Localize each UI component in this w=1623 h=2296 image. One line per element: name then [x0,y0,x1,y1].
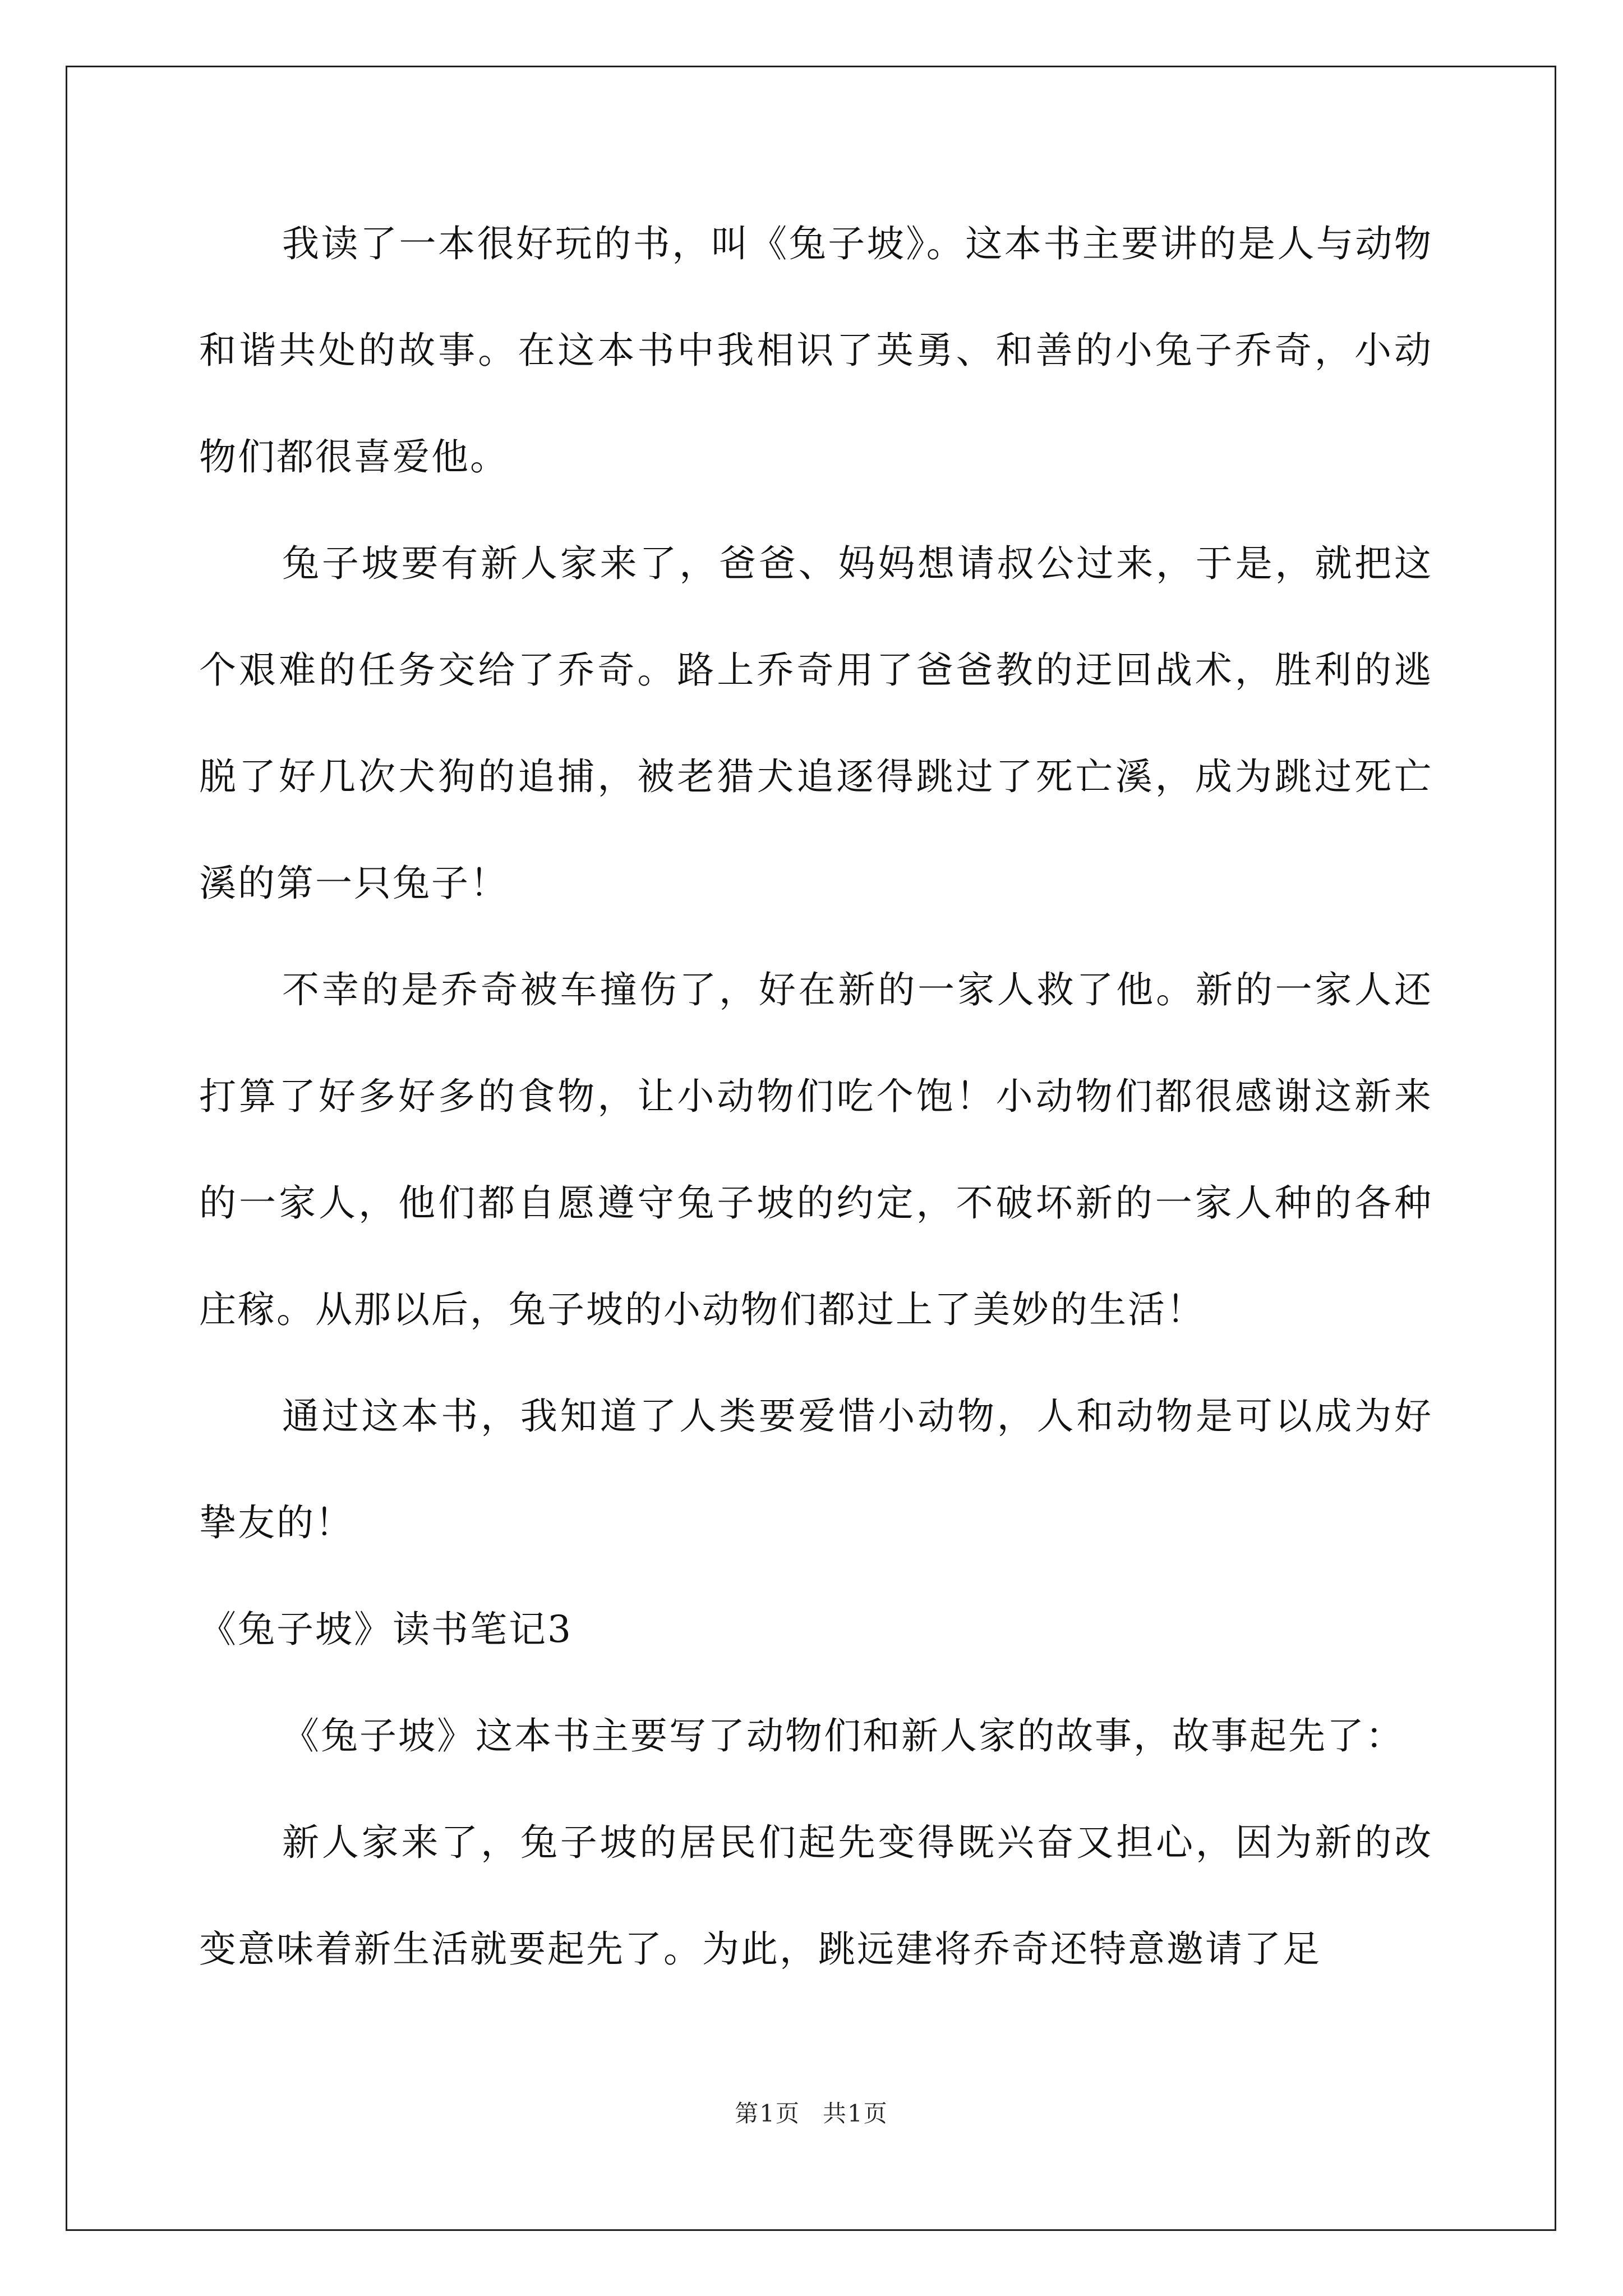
page-footer [0,2095,1623,2129]
page-total: 共1页 [823,2100,888,2127]
paragraph-2: 兔子坡要有新人家来了，爸爸、妈妈想请叔公过来，于是，就把这个艰难的任务交给了乔奇。路上乔奇用了爸爸教的迂回战术，胜利的逃脱了好几次犬狗的追捕，被老猎犬追逐得跳过了死亡溪，成为跳过死亡溪的第一只兔子！ [199,542,1433,905]
section-heading: 《兔子坡》读书笔记3 [199,1608,573,1651]
paragraph-3: 不幸的是乔奇被车撞伤了，好在新的一家人救了他。新的一家人还打算了好多好多的食物，让小动物们吃个饱！小动物们都很感谢这新来的一家人，他们都自愿遵守兔子坡的约定，不破坏新的一家人种的各种庄稼。从那以后，兔子坡的小动物们都过上了美妙的生活！ [199,968,1433,1331]
document-body [199,191,1433,2003]
page-number: 第1页 [735,2100,800,2127]
paragraph-4: 通过这本书，我知道了人类要爱惜小动物，人和动物是可以成为好挚友的！ [199,1395,1433,1544]
section-paragraph-1: 《兔子坡》这本书主要写了动物们和新人家的故事，故事起先了： [282,1714,1404,1757]
section-paragraph-2: 新人家来了，兔子坡的居民们起先变得既兴奋又担心，因为新的改变意味着新生活就要起先了。为此，跳远建将乔奇还特意邀请了足 [199,1821,1433,1971]
paragraph-1: 我读了一本很好玩的书，叫《兔子坡》。这本书主要讲的是人与动物和谐共处的故事。在这本书中我相识了英勇、和善的小兔子乔奇，小动物们都很喜爱他。 [199,222,1433,478]
